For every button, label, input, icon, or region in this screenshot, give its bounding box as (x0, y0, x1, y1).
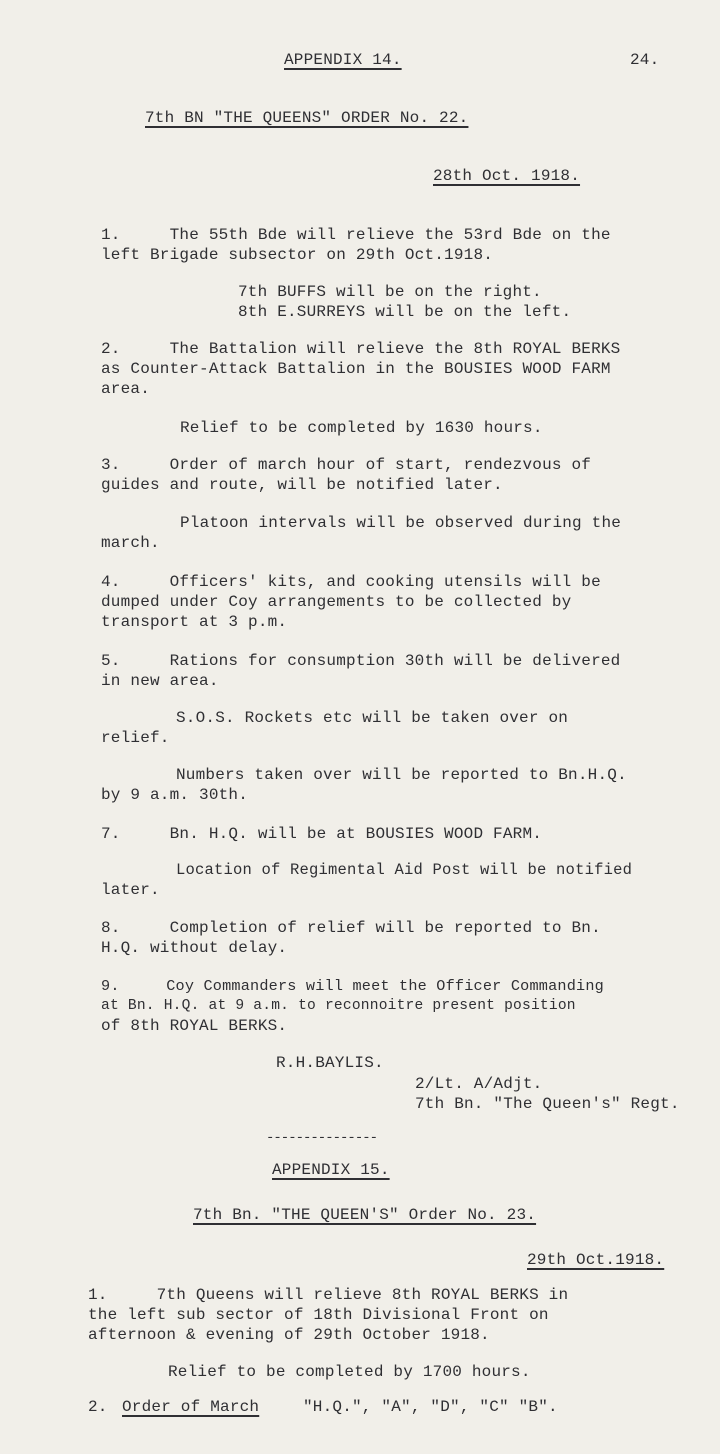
order-22-line: H.Q. without delay. (101, 939, 288, 957)
order-of-march-label: Order of March (122, 1398, 260, 1416)
order-22-line: left Brigade subsector on 29th Oct.1918. (101, 246, 494, 264)
order-22-line: 4. Officers' kits, and cooking utensils will be (101, 573, 601, 591)
order-23-line: 1. 7th Queens will relieve 8th ROYAL BERKS in (88, 1286, 569, 1304)
order-22-line: as Counter-Attack Battalion in the BOUSIES WOOD FARM (101, 360, 611, 378)
order-23-line: Relief to be completed by 1700 hours. (168, 1363, 531, 1381)
order-22-line: Platoon intervals will be observed during the (180, 514, 622, 532)
signature-name: R.H.BAYLIS. (276, 1054, 384, 1072)
order-22-line: in new area. (101, 672, 219, 690)
order-22-line: transport at 3 p.m. (101, 613, 288, 631)
order-22-line: 5. Rations for consumption 30th will be delivered (101, 652, 621, 670)
order-22-line: guides and route, will be notified later. (101, 476, 503, 494)
appendix-14-heading: APPENDIX 14. (284, 51, 402, 69)
order-22-line: 7. Bn. H.Q. will be at BOUSIES WOOD FARM. (101, 825, 543, 843)
order-22-line: relief. (101, 729, 170, 747)
signature-rank: 2/Lt. A/Adjt. (415, 1075, 543, 1093)
order-22-line: Location of Regimental Aid Post will be notified (176, 861, 633, 879)
order-23-title: 7th Bn. "THE QUEEN'S" Order No. 23. (193, 1206, 537, 1224)
order-23-date: 29th Oct.1918. (527, 1251, 665, 1269)
order-22-line: of 8th ROYAL BERKS. (101, 1017, 288, 1035)
order-22-line: S.O.S. Rockets etc will be taken over on (176, 709, 569, 727)
section-separator: --------------- (266, 1130, 378, 1146)
order-22-line: 8th E.SURREYS will be on the left. (238, 303, 572, 321)
order-23-line: afternoon & evening of 29th October 1918. (88, 1326, 490, 1344)
order-22-line: Relief to be completed by 1630 hours. (180, 419, 543, 437)
order-22-line: 8. Completion of relief will be reported to Bn. (101, 919, 601, 937)
order-23-line: 2. (88, 1398, 108, 1416)
page-number: 24. (630, 51, 660, 69)
order-22-line: 3. Order of march hour of start, rendezvous of (101, 456, 592, 474)
order-22-line: later. (101, 881, 160, 899)
order-22-line: Numbers taken over will be reported to Bn.H.Q. (176, 766, 627, 784)
order-22-line: dumped under Coy arrangements to be collected by (101, 593, 572, 611)
order-22-line: 1. The 55th Bde will relieve the 53rd Bde on the (101, 226, 611, 244)
order-23-line: the left sub sector of 18th Divisional Front on (88, 1306, 549, 1324)
order-22-line: 7th BUFFS will be on the right. (238, 283, 542, 301)
order-22-line: by 9 a.m. 30th. (101, 786, 249, 804)
order-22-title: 7th BN "THE QUEENS" ORDER No. 22. (145, 109, 469, 127)
order-22-line: area. (101, 380, 151, 398)
order-of-march-value: "H.Q.", "A", "D", "C" "B". (303, 1398, 558, 1416)
order-22-date: 28th Oct. 1918. (433, 167, 581, 185)
appendix-15-heading: APPENDIX 15. (272, 1161, 390, 1179)
order-22-line: 2. The Battalion will relieve the 8th ROYAL BERKS (101, 340, 621, 358)
signature-unit: 7th Bn. "The Queen's" Regt. (415, 1095, 680, 1113)
order-22-line: at Bn. H.Q. at 9 a.m. to reconnoitre present position (101, 998, 576, 1014)
order-22-line: march. (101, 534, 160, 552)
order-22-line: 9. Coy Commanders will meet the Officer Commanding (101, 977, 604, 995)
